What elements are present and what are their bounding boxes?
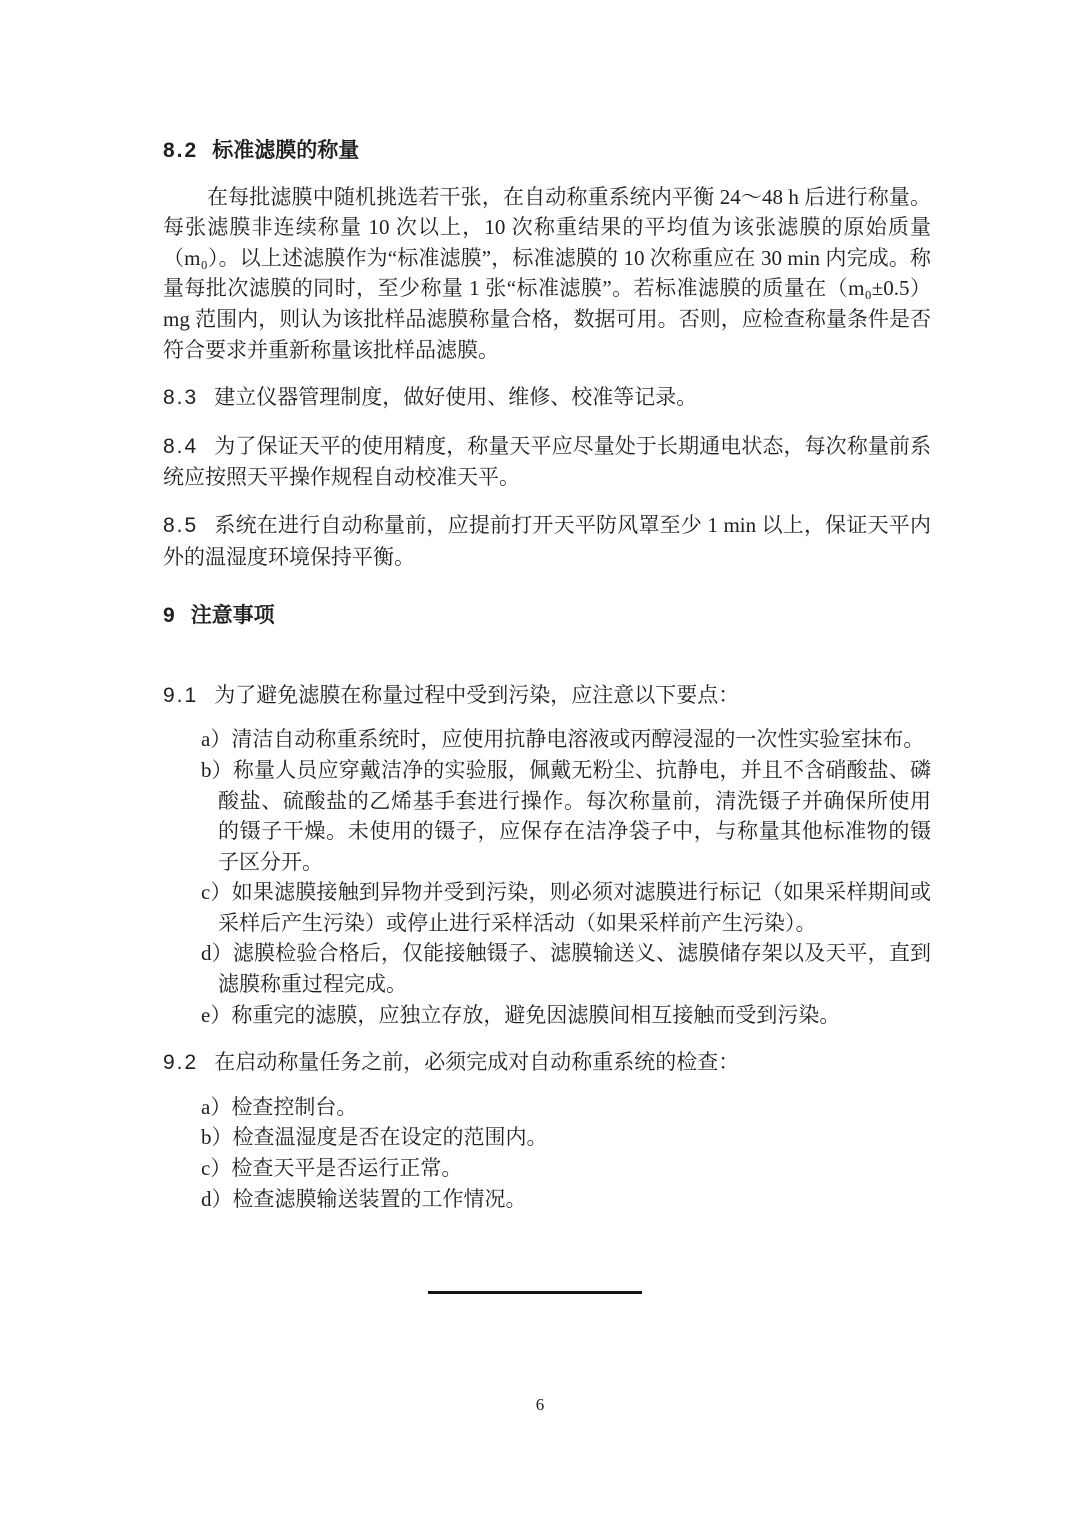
section-9-number: 9 (163, 604, 177, 628)
list-marker: b） (201, 1125, 233, 1150)
clause-9-1 (163, 680, 931, 712)
list-marker: b） (201, 757, 233, 782)
section-9-heading (163, 600, 931, 632)
section-8-2-heading (163, 135, 931, 167)
clause-8-3-number: 8.3 (163, 386, 199, 410)
list-item-c (163, 877, 931, 938)
list-text: 检查控制台。 (231, 1094, 358, 1119)
clause-8-5-text: 系统在进行自动称量前，应提前打开天平防风罩至少 1 min 以上，保证天平内外的温湿度环境保持平衡。 (163, 512, 931, 569)
list-text: 检查温湿度是否在设定的范围内。 (232, 1125, 548, 1150)
clause-9-1-number: 9.1 (163, 683, 199, 707)
clause-8-4-number: 8.4 (163, 434, 199, 458)
clause-8-5-number: 8.5 (163, 513, 199, 537)
list-item-a (163, 1092, 931, 1123)
list-item-a (163, 724, 931, 755)
list-text: 检查天平是否运行正常。 (231, 1156, 463, 1181)
list-item-d (163, 1184, 931, 1215)
clause-8-3 (163, 382, 931, 414)
list-marker: c） (201, 880, 232, 905)
section-8-2-title: 标准滤膜的称量 (212, 138, 360, 162)
list-text: 滤膜检验合格后，仅能接触镊子、滤膜输送义、滤膜储存架以及天平，直到滤膜称重过程完成。 (218, 941, 932, 997)
list-text: 清洁自动称重系统时，应使用抗静电溶液或丙醇浸湿的一次性实验室抹布。 (231, 727, 925, 752)
clause-9-1-text: 为了避免滤膜在称量过程中受到污染，应注意以下要点： (214, 682, 740, 707)
clause-9-2 (163, 1047, 931, 1079)
list-marker: a） (201, 1094, 232, 1119)
list-marker: d） (201, 1186, 233, 1211)
list-text: 称重完的滤膜，应独立存放，避免因滤膜间相互接触而受到污染。 (231, 1002, 841, 1027)
list-text: 称量人员应穿戴洁净的实验服，佩戴无粉尘、抗静电，并且不含硝酸盐、磷酸盐、硫酸盐的乙烯基手套进行操作。每次称量前，清洗镊子并确保所使用的镊子干燥。未使用的镊子，应保存在洁净袋子中，与称量其他标准物的镊子区分开。 (218, 757, 932, 874)
section-9-title: 注意事项 (190, 603, 275, 628)
list-item-b (163, 755, 931, 877)
clause-9-2-number: 9.2 (163, 1051, 199, 1075)
list-text: 检查滤膜输送装置的工作情况。 (232, 1186, 527, 1211)
end-of-text-rule (428, 1291, 642, 1294)
clause-9-2-text: 在启动称量任务之前，必须完成对自动称重系统的检查： (214, 1050, 740, 1075)
section-8-2-number: 8.2 (163, 139, 199, 162)
list-marker: d） (201, 941, 233, 966)
clause-8-5 (163, 510, 931, 572)
list-marker: c） (201, 1156, 232, 1181)
list-item-c (163, 1153, 931, 1184)
list-text: 如果滤膜接触到异物并受到污染，则必须对滤膜进行标记（如果采样期间或采样后产生污染）或停止进行采样活动（如果采样前产生污染）。 (218, 880, 931, 935)
page-number: 6 (535, 1395, 545, 1414)
list-item-e (163, 1000, 931, 1031)
list-9-2 (163, 1092, 931, 1214)
list-item-b (163, 1122, 931, 1153)
clause-8-4 (163, 431, 931, 493)
list-marker: e） (201, 1002, 232, 1027)
list-item-d (163, 938, 931, 999)
clause-8-3-text: 建立仪器管理制度，做好使用、维修、校准等记录。 (214, 385, 698, 410)
paragraph-8-2: 在每批滤膜中随机挑选若干张，在自动称重系统内平衡 24～48 h 后进行称量。每张滤膜非连续称量 10 次以上，10 次称重结果的平均值为该张滤膜的原始质量（m₀）。以上述滤膜作为“标准滤膜”，标准滤膜的 10 次称重应在 30 min 内完成。称量每批次滤膜的同时，至少称量 1 张“标准滤膜”。若标准滤膜的质量在（m₀±0.5）mg 范围内，则认为该批样品滤膜称量合格，数据可用。否则，应检查称量条件是否符合要求并重新称量该批样品滤膜。 (163, 184, 931, 362)
clause-8-4-text: 为了保证天平的使用精度，称量天平应尽量处于长期通电状态，每次称量前系统应按照天平操作规程自动校准天平。 (163, 433, 931, 490)
list-marker: a） (201, 727, 232, 752)
list-9-1 (163, 724, 931, 1030)
page-content (163, 135, 931, 1294)
